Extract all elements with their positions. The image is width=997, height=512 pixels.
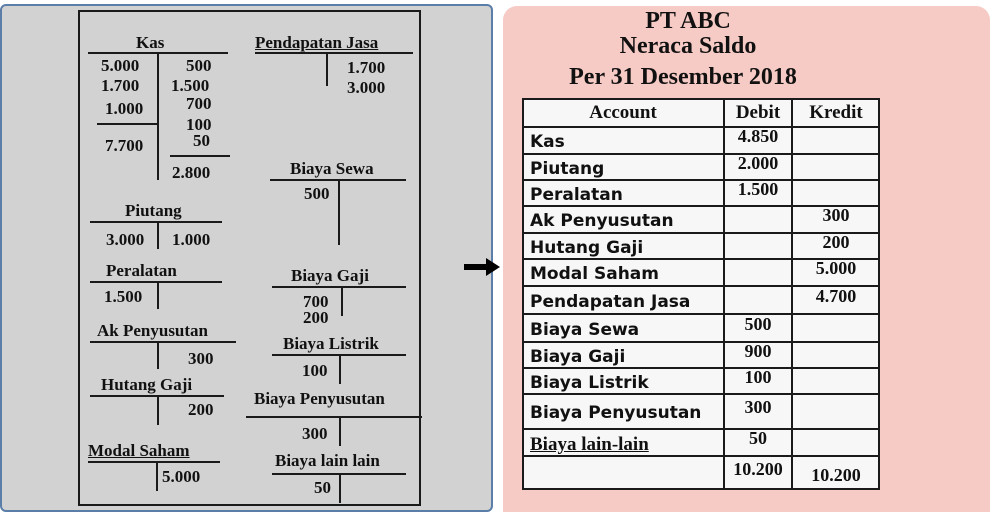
bg-debit-2: 200 [303,308,329,327]
account-name: Biaya Gaji [530,347,626,367]
account-name: Biaya Sewa [530,320,640,340]
header-debit: Debit [735,102,781,123]
debit-value [724,202,792,229]
kas-credit-2: 1.500 [171,76,210,95]
debit-value [724,282,792,310]
ms-midline [156,461,158,491]
account-name: Hutang Gaji [530,238,644,258]
ms-credit: 5.000 [162,467,201,486]
credit-value [792,176,880,202]
pendapatan-jasa-title: Pendapatan Jasa [255,33,379,52]
debit-total: 10.200 [733,459,783,479]
biaya-gaji-title: Biaya Gaji [291,266,369,285]
biaya-lain-title: Biaya lain lain [275,451,380,470]
credit-value: 200 [822,232,850,252]
header-account: Account [589,102,657,123]
pj-topline [255,52,413,54]
bp-midline [339,416,341,446]
kas-credit-5: 50 [193,131,210,150]
credit-total: 10.200 [811,465,861,485]
report-period: Per 31 Desember 2018 [569,64,797,90]
debit-value: 900 [744,341,772,361]
kas-midline [157,52,159,180]
ak-midline [157,341,159,369]
biaya-listrik-title: Biaya Listrik [283,334,379,353]
account-name: Pendapatan Jasa [530,292,691,312]
ak-credit: 300 [188,349,214,368]
debit-value [724,255,792,282]
kas-debit-1: 5.000 [101,56,140,75]
credit-value [792,310,880,338]
ak-topline [90,341,236,343]
account-name: Kas [530,132,565,152]
account-name: Biaya Penyusutan [530,403,702,423]
bl-debit: 100 [302,361,328,380]
kas-debit-sumline [97,123,157,125]
debit-value: 100 [744,367,772,387]
debit-value: 50 [749,428,767,448]
company-name: PT ABC [645,8,731,34]
credit-value: 4.700 [815,286,857,306]
piutang-credit: 1.000 [172,230,211,249]
account-name: Modal Saham [530,264,659,284]
biaya-sewa-title: Biaya Sewa [290,159,374,178]
debit-value: 300 [744,397,772,417]
account-name: Ak Penyusutan [530,211,674,231]
kas-title: Kas [136,33,165,52]
peralatan-midline [157,281,159,309]
kas-debit-3: 1.000 [105,99,144,118]
header-credit: Kredit [809,102,863,123]
kas-credit-3: 700 [186,94,212,113]
ak-penyusutan-title: Ak Penyusutan [97,321,209,340]
kas-credit-1: 500 [186,56,212,75]
kas-credit-4: 100 [186,115,212,134]
pj-credit-2: 3.000 [347,78,386,97]
kas-credit-total: 2.800 [172,163,211,182]
modal-saham-title: Modal Saham [88,441,190,460]
account-name: Biaya lain-lain [530,434,649,455]
piutang-debit: 3.000 [106,230,145,249]
pj-midline [326,52,328,86]
report-title: Neraca Saldo [619,33,757,59]
debit-value: 2.000 [737,153,779,173]
pj-credit-1: 1.700 [347,58,386,77]
credit-value [792,364,880,390]
peralatan-debit: 1.500 [104,287,143,306]
peralatan-title: Peralatan [106,261,177,280]
account-name: Piutang [530,159,605,179]
credit-value [792,150,880,176]
bll-debit: 50 [314,478,331,497]
bp-topline [246,416,422,418]
credit-value [792,338,880,364]
debit-value: 4.850 [737,126,779,146]
bg-midline [341,286,343,316]
bg-topline [272,286,406,288]
kas-debit-2: 1.700 [101,76,140,95]
bp-debit: 300 [302,424,328,443]
credit-value [792,425,880,452]
biaya-penyusutan-title: Biaya Penyusutan [254,389,385,408]
piutang-topline [90,221,222,223]
bg-debit-1: 700 [303,292,329,311]
hg-credit: 200 [188,400,214,419]
account-name: Biaya Listrik [530,373,649,393]
bs-midline [338,179,340,245]
credit-value [792,390,880,425]
arrow-right-icon [464,258,500,276]
piutang-title: Piutang [125,201,182,220]
hg-midline [157,395,159,425]
bll-midline [339,473,341,503]
credit-value: 300 [822,205,850,225]
bs-debit: 500 [304,184,330,203]
peralatan-topline [90,281,222,283]
kas-debit-total: 7.700 [105,136,144,155]
credit-value: 5.000 [815,258,857,278]
debit-value: 1.500 [737,179,779,199]
bl-midline [339,354,341,384]
kas-credit-sumline [170,155,230,157]
credit-value [792,123,880,150]
debit-value [724,229,792,255]
account-name: Peralatan [530,185,623,205]
hutang-gaji-title: Hutang Gaji [101,375,193,394]
ms-topline [88,461,220,463]
piutang-midline [157,221,159,249]
debit-value: 500 [744,314,772,334]
